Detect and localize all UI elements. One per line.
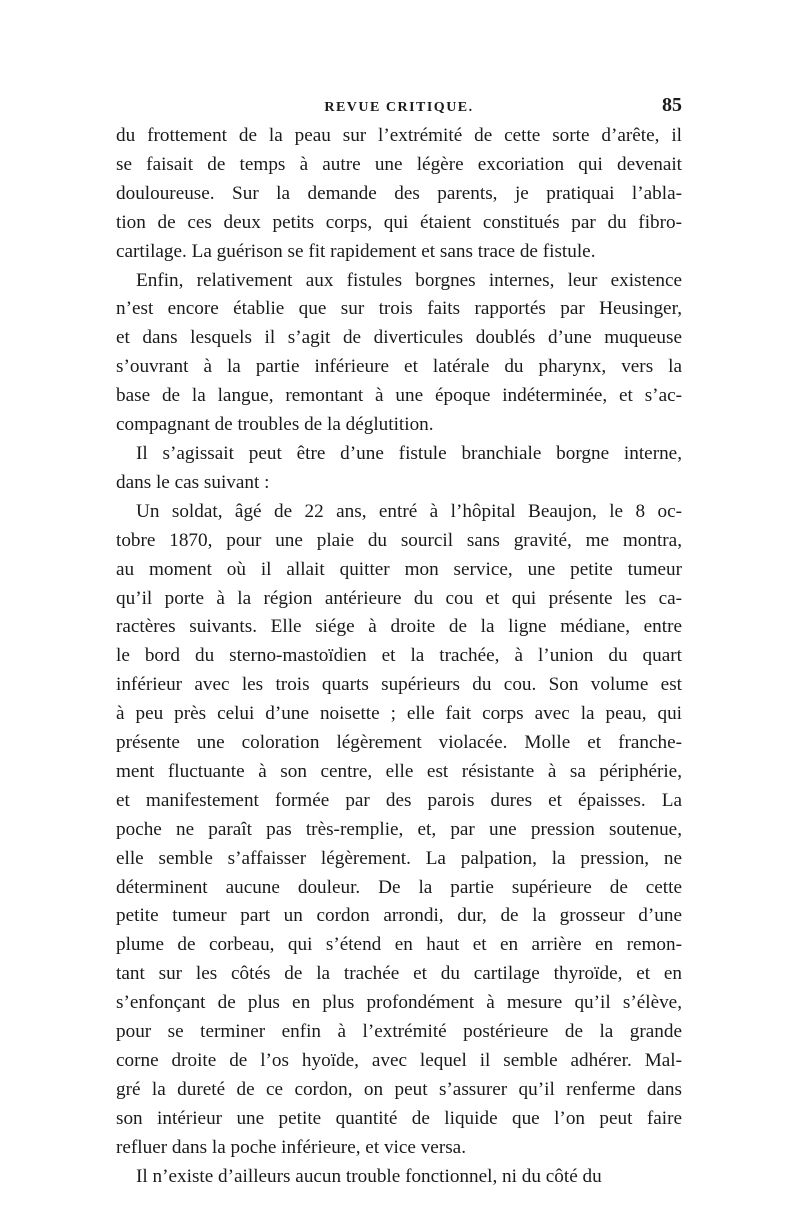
text-line: du frottement de la peau sur l’extrémité de cette sorte d’arête, il [116, 125, 682, 146]
text-line: ractères suivants. Elle siége à droite de la ligne médiane, entre [116, 616, 682, 638]
text-line: s’ouvrant à la partie inférieure et latérale du pharynx, vers la [116, 356, 682, 378]
text-line: Il n’existe d’ailleurs aucun trouble fonctionnel, ni du côté du [136, 1165, 602, 1187]
document-page [116, 92, 682, 1192]
text-line: le bord du sterno-mastoïdien et la trachée, à l’union du quart [116, 645, 682, 667]
text-line: elle semble s’affaisser légèrement. La palpation, la pression, ne [116, 847, 682, 869]
text-line: dans le cas suivant : [116, 471, 270, 493]
text-line: gré la dureté de ce cordon, on peut s’assurer qu’il renferme dans [116, 1078, 682, 1100]
text-line: tant sur les côtés de la trachée et du cartilage thyroïde, et en [116, 963, 682, 985]
text-line: compagnant de troubles de la déglutition. [116, 414, 434, 436]
text-line: poche ne paraît pas très-remplie, et, par une pression soutenue, [116, 818, 682, 840]
text-line: Un soldat, âgé de 22 ans, entré à l’hôpital Beaujon, le 8 oc- [136, 500, 682, 522]
paragraph [116, 1163, 682, 1192]
text-line: tion de ces deux petits corps, qui étaient constitués par du fibro- [116, 211, 682, 233]
text-line: son intérieur une petite quantité de liquide que l’on peut faire [116, 1107, 682, 1129]
text-line: plume de corbeau, qui s’étend en haut et en arrière en remon- [116, 934, 682, 956]
text-line: déterminent aucune douleur. De la partie supérieure de cette [116, 876, 682, 898]
text-line: base de la langue, remontant à une époque indéterminée, et s’ac- [116, 385, 682, 407]
running-head: REVUE CRITIQUE. [324, 100, 474, 115]
text-line: et dans lesquels il s’agit de diverticules doublés d’une muqueuse [116, 327, 682, 349]
text-line: n’est encore établie que sur trois faits rapportés par Heusinger, [116, 298, 682, 320]
text-line: douloureuse. Sur la demande des parents, je pratiquai l’abla- [116, 182, 682, 204]
paragraph [116, 267, 682, 440]
paragraph [116, 440, 682, 498]
text-line: et manifestement formée par des parois dures et épaisses. La [116, 789, 682, 811]
text-line: pour se terminer enfin à l’extrémité postérieure de la grande [116, 1021, 682, 1043]
text-line: tobre 1870, pour une plaie du sourcil sans gravité, me montra, [116, 529, 682, 551]
page-number: 85 [662, 94, 682, 116]
text-line: corne droite de l’os hyoïde, avec lequel il semble adhérer. Mal- [116, 1050, 682, 1071]
text-line: ment fluctuante à son centre, elle est résistante à sa périphérie, [116, 760, 682, 782]
text-line: Enfin, relativement aux fistules borgnes internes, leur existence [136, 269, 682, 291]
page-header [116, 92, 682, 122]
text-line: petite tumeur part un cordon arrondi, dur, de la grosseur d’une [116, 905, 682, 927]
text-line: présente une coloration légèrement violacée. Molle et franche- [116, 732, 682, 754]
text-line: à peu près celui d’une noisette ; elle fait corps avec la peau, qui [116, 703, 682, 725]
text-line: s’enfonçant de plus en plus profondément à mesure qu’il s’élève, [116, 992, 682, 1014]
body-text [116, 122, 682, 1192]
text-line: qu’il porte à la région antérieure du cou et qui présente les ca- [116, 587, 682, 609]
text-line: cartilage. La guérison se fit rapidement et sans trace de fistule. [116, 240, 596, 262]
text-line: inférieur avec les trois quarts supérieurs du cou. Son volume est [116, 674, 682, 696]
text-line: au moment où il allait quitter mon service, une petite tumeur [116, 558, 682, 580]
text-line: Il s’agissait peut être d’une fistule branchiale borgne interne, [136, 442, 682, 464]
paragraph [116, 498, 682, 1163]
paragraph [116, 122, 682, 267]
text-line: se faisait de temps à autre une légère excoriation qui devenait [116, 153, 682, 175]
text-line: refluer dans la poche inférieure, et vice versa. [116, 1136, 466, 1158]
